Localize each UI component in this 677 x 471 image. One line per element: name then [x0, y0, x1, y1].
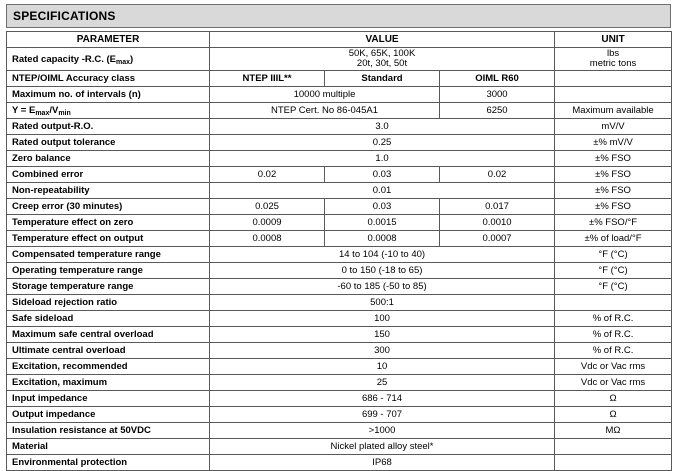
row-value-environmental-protection: IP68: [210, 455, 555, 471]
table-row: [7, 151, 672, 167]
row-label-max-intervals: Maximum no. of intervals (n): [7, 87, 210, 103]
row-unit-output-impedance: Ω: [555, 407, 672, 423]
row-value-combined-error-ntep: 0.02: [210, 167, 325, 183]
row-value-max-safe-central-overload: 150: [210, 327, 555, 343]
row-label-zero-balance: Zero balance: [7, 151, 210, 167]
table-row: [7, 439, 672, 455]
table-row: [7, 135, 672, 151]
row-unit-excitation-maximum: Vdc or Vac rms: [555, 375, 672, 391]
table-row: [7, 199, 672, 215]
row-unit-rated-output-tolerance: ±% mV/V: [555, 135, 672, 151]
row-unit-accuracy-class: [555, 71, 672, 87]
row-value-creep-ntep: 0.025: [210, 199, 325, 215]
column-header-parameter: PARAMETER: [7, 32, 210, 48]
row-value-combined-error-oiml: 0.02: [440, 167, 555, 183]
row-label-insulation-resistance: Insulation resistance at 50VDC: [7, 423, 210, 439]
table-row: [7, 183, 672, 199]
table-row: [7, 231, 672, 247]
row-unit-ultimate-central-overload: % of R.C.: [555, 343, 672, 359]
row-label-operating-temp-range: Operating temperature range: [7, 263, 210, 279]
table-row: [7, 343, 672, 359]
row-label-rated-capacity: Rated capacity -R.C. $(E_{max})$: [7, 48, 210, 71]
row-value-storage-temp-range: -60 to 185 (-50 to 85): [210, 279, 555, 295]
row-value-max-intervals-ntep: 10000 multiple: [210, 87, 440, 103]
table-row: [7, 103, 672, 119]
row-label-creep-error: Creep error (30 minutes): [7, 199, 210, 215]
row-value-rated-output-tolerance: 0.25: [210, 135, 555, 151]
row-label-compensated-temp-range: Compensated temperature range: [7, 247, 210, 263]
table-row: [7, 311, 672, 327]
table-row: [7, 391, 672, 407]
row-value-insulation-resistance: >1000: [210, 423, 555, 439]
table-row: [7, 247, 672, 263]
row-value-output-impedance: 699 - 707: [210, 407, 555, 423]
row-label-environmental-protection: Environmental protection: [7, 455, 210, 471]
table-row: [7, 167, 672, 183]
table-row: [7, 295, 672, 311]
row-label-accuracy-class: NTEP/OIML Accuracy class: [7, 71, 210, 87]
table-row: [7, 263, 672, 279]
table-row: [7, 327, 672, 343]
row-unit-material: [555, 439, 672, 455]
row-value-creep-standard: 0.03: [325, 199, 440, 215]
row-label-output-impedance: Output impedance: [7, 407, 210, 423]
row-value-sideload-rejection-ratio: 500:1: [210, 295, 555, 311]
table-row: [7, 215, 672, 231]
row-value-temp-output-oiml: 0.0007: [440, 231, 555, 247]
row-label-sideload-rejection-ratio: Sideload rejection ratio: [7, 295, 210, 311]
row-value-non-repeatability: 0.01: [210, 183, 555, 199]
row-unit-operating-temp-range: °F (°C): [555, 263, 672, 279]
column-header-value: VALUE: [210, 32, 555, 48]
row-value-creep-oiml: 0.017: [440, 199, 555, 215]
row-value-zero-balance: 1.0: [210, 151, 555, 167]
row-unit-creep: ±% FSO: [555, 199, 672, 215]
row-value-ultimate-central-overload: 300: [210, 343, 555, 359]
row-unit-storage-temp-range: °F (°C): [555, 279, 672, 295]
row-label-max-safe-central-overload: Maximum safe central overload: [7, 327, 210, 343]
row-value-temp-output-ntep: 0.0008: [210, 231, 325, 247]
row-unit-temp-zero: ±% FSO/°F: [555, 215, 672, 231]
row-value-material: Nickel plated alloy steel*: [210, 439, 555, 455]
row-label-ultimate-central-overload: Ultimate central overload: [7, 343, 210, 359]
row-value-y-oiml: 6250: [440, 103, 555, 119]
row-label-temp-effect-output: Temperature effect on output: [7, 231, 210, 247]
table-row: [7, 279, 672, 295]
row-value-safe-sideload: 100: [210, 311, 555, 327]
table-row: [7, 71, 672, 87]
table-row: [7, 48, 672, 71]
row-unit-sideload-rejection-ratio: [555, 295, 672, 311]
row-unit-non-repeatability: ±% FSO: [555, 183, 672, 199]
row-value-temp-zero-standard: 0.0015: [325, 215, 440, 231]
row-unit-input-impedance: Ω: [555, 391, 672, 407]
row-label-temp-effect-zero: Temperature effect on zero: [7, 215, 210, 231]
row-label-safe-sideload: Safe sideload: [7, 311, 210, 327]
row-label-non-repeatability: Non-repeatability: [7, 183, 210, 199]
row-label-excitation-recommended: Excitation, recommended: [7, 359, 210, 375]
row-value-compensated-temp-range: 14 to 104 (-10 to 40): [210, 247, 555, 263]
row-label-material: Material: [7, 439, 210, 455]
row-unit-insulation-resistance: MΩ: [555, 423, 672, 439]
row-unit-max-intervals: [555, 87, 672, 103]
value-line-1: 50K, 65K, 100K: [348, 48, 416, 59]
table-row: [7, 87, 672, 103]
row-value-rated-output: 3.0: [210, 119, 555, 135]
row-value-temp-output-standard: 0.0008: [325, 231, 440, 247]
row-unit-zero-balance: ±% FSO: [555, 151, 672, 167]
table-row: [7, 119, 672, 135]
row-unit-max-safe-central-overload: % of R.C.: [555, 327, 672, 343]
table-row: [7, 407, 672, 423]
column-header-unit: UNIT: [555, 32, 672, 48]
row-label-y-emax-vmin: $Y = E_{max}/V_{min}$: [7, 103, 210, 119]
row-label-rated-output: Rated output-R.O.: [7, 119, 210, 135]
table-row: [7, 359, 672, 375]
row-unit-rated-output: mV/V: [555, 119, 672, 135]
table-row: [7, 423, 672, 439]
row-unit-combined-error: ±% FSO: [555, 167, 672, 183]
row-value-ntep-cert: NTEP Cert. No 86-045A1: [210, 103, 440, 119]
row-value-excitation-recommended: 10: [210, 359, 555, 375]
row-label-storage-temp-range: Storage temperature range: [7, 279, 210, 295]
table-row: [7, 375, 672, 391]
row-value-standard-class: Standard: [325, 71, 440, 87]
row-unit-safe-sideload: % of R.C.: [555, 311, 672, 327]
page-title: SPECIFICATIONS: [6, 4, 671, 28]
row-unit-compensated-temp-range: °F (°C): [555, 247, 672, 263]
row-unit-excitation-recommended: Vdc or Vac rms: [555, 359, 672, 375]
row-unit-temp-output: ±% of load/°F: [555, 231, 672, 247]
row-label-combined-error: Combined error: [7, 167, 210, 183]
row-value-ntep-class: NTEP IIIL**: [210, 71, 325, 87]
row-value-temp-zero-oiml: 0.0010: [440, 215, 555, 231]
row-value-excitation-maximum: 25: [210, 375, 555, 391]
table-header-row: [7, 32, 672, 48]
row-value-temp-zero-ntep: 0.0009: [210, 215, 325, 231]
row-label-input-impedance: Input impedance: [7, 391, 210, 407]
row-value-combined-error-standard: 0.03: [325, 167, 440, 183]
row-value-oiml-class: OIML R60: [440, 71, 555, 87]
row-value-rated-capacity: [210, 48, 555, 71]
row-value-input-impedance: 686 - 714: [210, 391, 555, 407]
row-unit-rated-capacity: [555, 48, 672, 71]
row-label-rated-output-tolerance: Rated output tolerance: [7, 135, 210, 151]
unit-line-1: lbs: [606, 48, 620, 59]
row-unit-y: Maximum available: [555, 103, 672, 119]
specifications-table: [6, 31, 672, 471]
value-line-2: 20t, 30t, 50t: [356, 58, 408, 69]
row-label-excitation-maximum: Excitation, maximum: [7, 375, 210, 391]
row-value-max-intervals-oiml: 3000: [440, 87, 555, 103]
row-value-operating-temp-range: 0 to 150 (-18 to 65): [210, 263, 555, 279]
unit-line-2: metric tons: [589, 58, 637, 69]
